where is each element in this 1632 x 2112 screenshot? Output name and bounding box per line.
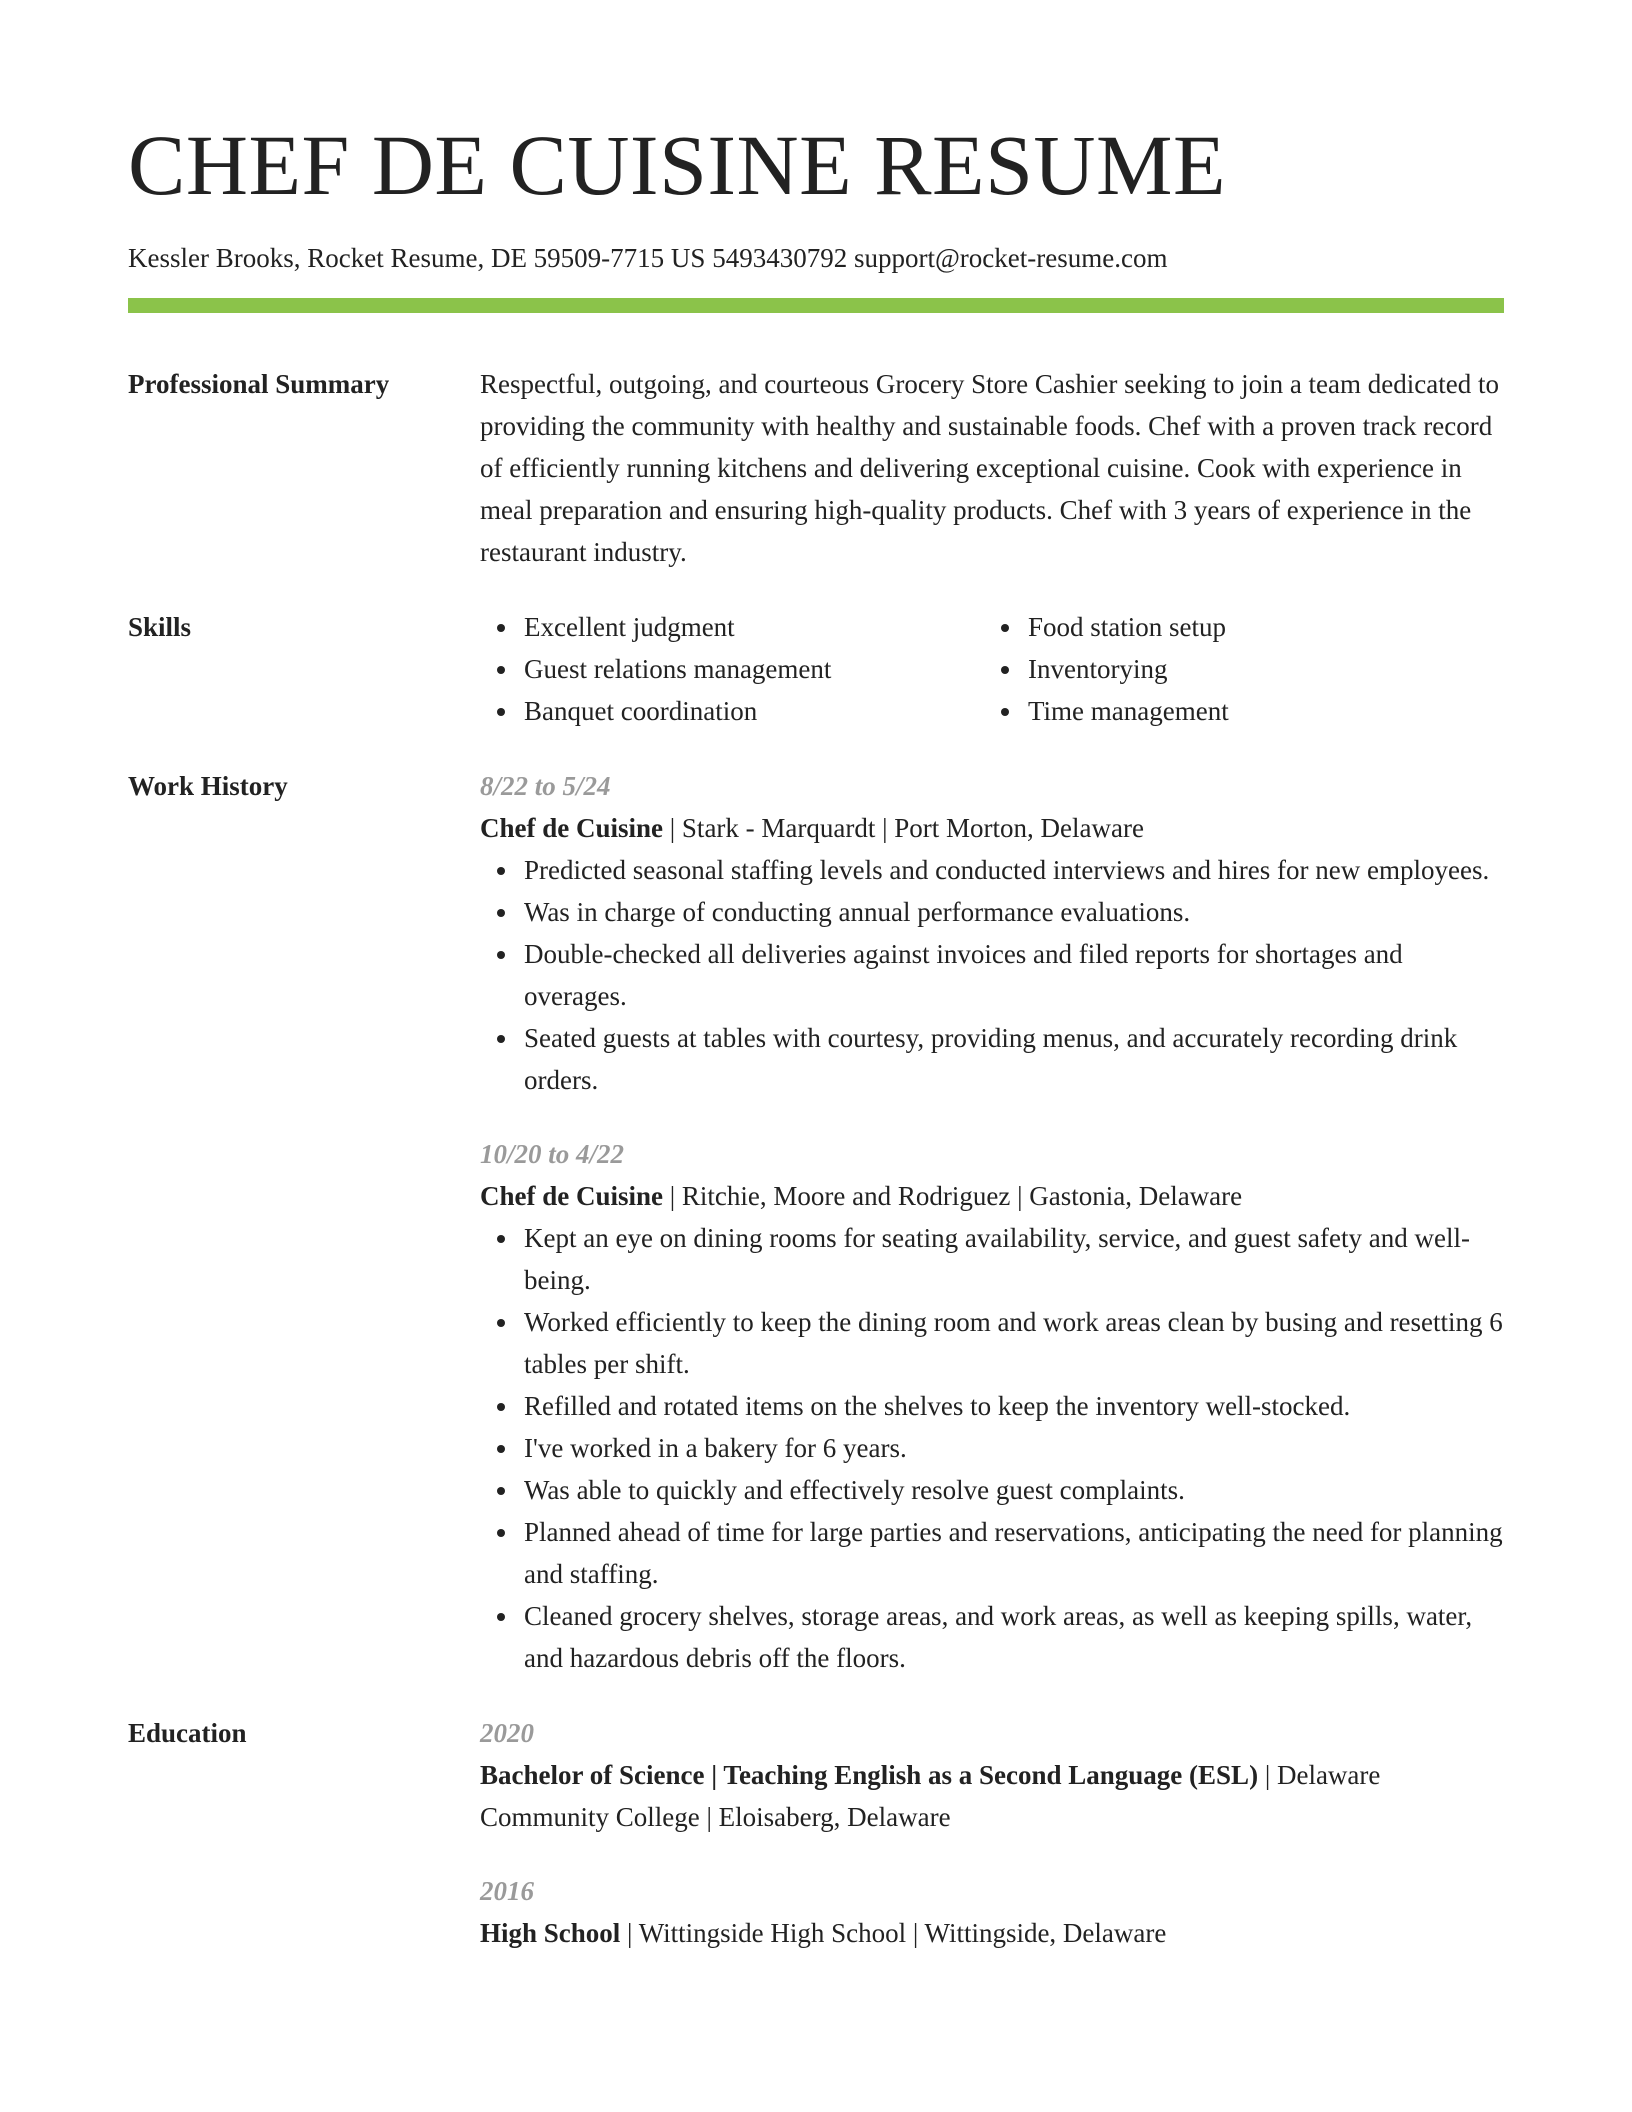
education-school-location: | Wittingside High School | Wittingside, Delaware (620, 1917, 1167, 1948)
education-entry (480, 1712, 1504, 1838)
skill-item: Excellent judgment (524, 606, 984, 648)
education-year: 2020 (480, 1717, 534, 1748)
job-duty: Was in charge of conducting annual performance evaluations. (524, 891, 1504, 933)
education-heading-line (480, 1912, 1504, 1954)
page-title: CHEF DE CUISINE RESUME (128, 117, 1227, 213)
work-history-section (128, 765, 1504, 1679)
summary-text: Respectful, outgoing, and courteous Grocery Store Cashier seeking to join a team dedicated to providing the community with healthy and sustainable foods. Chef with a proven track record of efficiently running kitchens and delivering exceptional cuisine. Cook with experience in meal preparation and ensuring high-quality products. Chef with 3 years of experience in the restaurant industry. (480, 368, 1499, 567)
education-degree: Bachelor of Science | Teaching English as a Second Language (ESL) (480, 1759, 1259, 1790)
education-degree: High School (480, 1917, 621, 1948)
work-history-heading: Work History (128, 770, 288, 801)
education-year: 2016 (480, 1875, 534, 1906)
skill-item: Inventorying (1028, 648, 1488, 690)
education-body (480, 1712, 1504, 1954)
job-dates: 8/22 to 5/24 (480, 770, 611, 801)
job-duty: Planned ahead of time for large parties and reservations, anticipating the need for planning and staffing. (524, 1511, 1504, 1595)
job-duty: Kept an eye on dining rooms for seating availability, service, and guest safety and well-being. (524, 1217, 1504, 1301)
skill-item: Banquet coordination (524, 690, 984, 732)
job-duty: I've worked in a bakery for 6 years. (524, 1427, 1504, 1469)
job-heading (480, 807, 1504, 849)
job-entry (480, 765, 1504, 1101)
work-history-body (480, 765, 1504, 1679)
contact-info: Kessler Brooks, Rocket Resume, DE 59509-7715 US 5493430792 support@rocket-resume.com (128, 242, 1168, 273)
education-entry (480, 1870, 1504, 1954)
job-dates: 10/20 to 4/22 (480, 1138, 625, 1169)
job-employer-location: | Ritchie, Moore and Rodriguez | Gastonia, Delaware (663, 1180, 1243, 1211)
summary-section (128, 363, 1504, 573)
job-duty: Double-checked all deliveries against invoices and filed reports for shortages and overages. (524, 933, 1504, 1017)
skill-item: Food station setup (1028, 606, 1488, 648)
job-duty: Predicted seasonal staffing levels and conducted interviews and hires for new employees. (524, 849, 1504, 891)
summary-body (480, 363, 1504, 573)
job-entry (480, 1133, 1504, 1679)
skills-section (128, 606, 1504, 732)
job-duty: Worked efficiently to keep the dining room and work areas clean by busing and resetting 6 tables per shift. (524, 1301, 1504, 1385)
job-duty: Seated guests at tables with courtesy, providing menus, and accurately recording drink orders. (524, 1017, 1504, 1101)
skills-grid (480, 606, 1504, 732)
education-heading: Education (128, 1717, 247, 1748)
job-duties (480, 1217, 1504, 1679)
job-duty: Refilled and rotated items on the shelves to keep the inventory well-stocked. (524, 1385, 1504, 1427)
job-title: Chef de Cuisine (480, 812, 664, 843)
education-section (128, 1712, 1504, 1954)
job-employer-location: | Stark - Marquardt | Port Morton, Delaware (663, 812, 1144, 843)
job-heading (480, 1175, 1504, 1217)
education-heading-line (480, 1754, 1504, 1838)
summary-heading: Professional Summary (128, 368, 390, 399)
job-duty: Was able to quickly and effectively resolve guest complaints. (524, 1469, 1504, 1511)
job-duty: Cleaned grocery shelves, storage areas, and work areas, as well as keeping spills, water, and hazardous debris off the floors. (524, 1595, 1504, 1679)
skill-item: Guest relations management (524, 648, 984, 690)
education-school-location: | Delaware Community College | Eloisaberg, Delaware (480, 1759, 1381, 1832)
accent-divider (128, 298, 1504, 313)
skills-heading: Skills (128, 611, 192, 642)
skills-column-right (984, 606, 1488, 732)
skills-column-left (480, 606, 984, 732)
job-title: Chef de Cuisine (480, 1180, 664, 1211)
skills-body (480, 606, 1504, 732)
job-duties (480, 849, 1504, 1101)
skill-item: Time management (1028, 690, 1488, 732)
